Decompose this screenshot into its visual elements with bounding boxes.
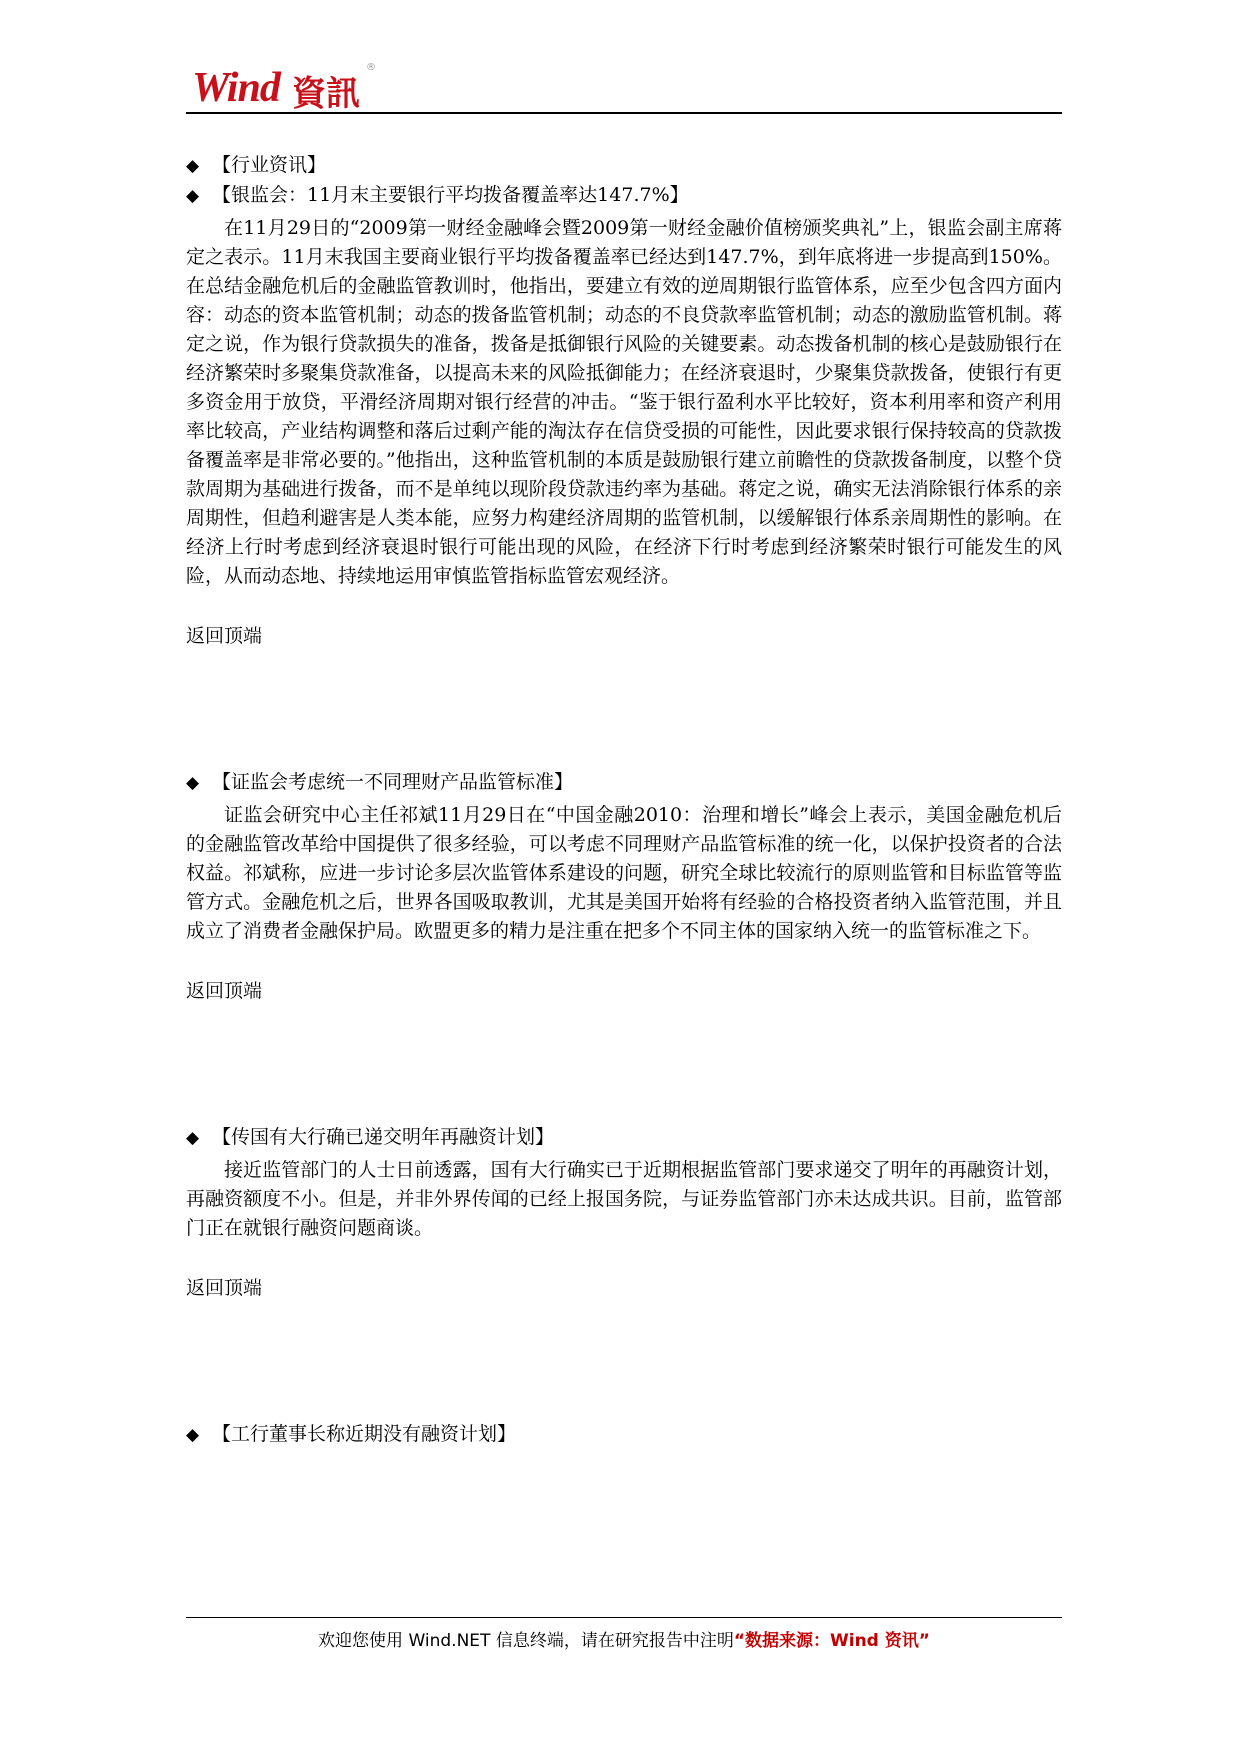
registered-mark: ® xyxy=(366,62,376,73)
diamond-bullet-icon: ◆ xyxy=(186,1128,200,1148)
back-to-top-link[interactable]: 返回顶端 xyxy=(186,980,263,1002)
heading-text: 【银监会：11月末主要银行平均拨备覆盖率达147.7%】 xyxy=(212,184,689,206)
page-footer xyxy=(186,1617,1062,1651)
article-body: 接近监管部门的人士日前透露，国有大行确实已于近期根据监管部门要求递交了明年的再融资计划，再融资额度不小。但是，并非外界传闻的已经上报国务院，与证券监管部门亦未达成共识。目前，监管部门正在就银行融资问题商谈。 xyxy=(186,1159,1062,1239)
footer-text: 欢迎您使用 Wind.NET 信息终端，请在研究报告中注明 xyxy=(318,1631,734,1651)
diamond-bullet-icon: ◆ xyxy=(186,186,200,206)
article-heading xyxy=(186,1122,1062,1152)
back-to-top-link[interactable]: 返回顶端 xyxy=(186,1277,263,1299)
section-heading-industry-news xyxy=(186,150,1062,180)
data-source-notice: “数据来源：Wind 资讯” xyxy=(733,1631,930,1651)
article-body: 证监会研究中心主任祁斌11月29日在“中国金融2010：治理和增长”峰会上表示，美国金融危机后的金融监管改革给中国提供了很多经验，可以考虑不同理财产品监管标准的统一化，以保护投资者的合法权益。祁斌称，应进一步讨论多层次监管体系建设的问题，研究全球比较流行的原则监管和目标监管等监管方式。金融危机之后，世界各国吸取教训，尤其是美国开始将有经验的合格投资者纳入监管范围，并且成立了消费者金融保护局。欧盟更多的精力是注重在把多个不同主体的国家纳入统一的监管标准之下。 xyxy=(186,804,1062,942)
heading-text: 【传国有大行确已递交明年再融资计划】 xyxy=(212,1126,555,1148)
header-divider xyxy=(186,112,1062,114)
footer-divider xyxy=(186,1617,1062,1618)
document-body xyxy=(186,150,1062,1449)
diamond-bullet-icon: ◆ xyxy=(186,1425,200,1445)
article-heading xyxy=(186,767,1062,797)
wind-logo-text: Wind xyxy=(192,65,280,111)
heading-text: 【工行董事长称近期没有融资计划】 xyxy=(212,1423,517,1445)
back-to-top-link[interactable]: 返回顶端 xyxy=(186,625,263,647)
article-heading xyxy=(186,1419,1062,1449)
wind-logo-chinese: 資訊 xyxy=(292,74,360,114)
heading-text: 【行业资讯】 xyxy=(212,154,327,176)
footer-note xyxy=(186,1626,1062,1651)
heading-text: 【证监会考虑统一不同理财产品监管标准】 xyxy=(212,771,574,793)
diamond-bullet-icon: ◆ xyxy=(186,156,200,176)
page-header xyxy=(186,58,1062,116)
article-heading xyxy=(186,180,1062,210)
article-body: 在11月29日的“2009第一财经金融峰会暨2009第一财经金融价值榜颁奖典礼”上，银监会副主席蒋定之表示。11月末我国主要商业银行平均拨备覆盖率已经达到147.7%，到年底将进一步提高到150%。在总结金融危机后的金融监管教训时，他指出，要建立有效的逆周期银行监管体系，应至少包含四方面内容：动态的资本监管机制；动态的拨备监管机制；动态的不良贷款率监管机制；动态的激励监管机制。蒋定之说，作为银行贷款损失的准备，拨备是抵御银行风险的关键要素。动态拨备机制的核心是鼓励银行在经济繁荣时多聚集贷款准备，以提高未来的风险抵御能力；在经济衰退时，少聚集贷款拨备，使银行有更多资金用于放贷，平滑经济周期对银行经营的冲击。“鉴于银行盈利水平比较好，资本利用率和资产利用率比较高，产业结构调整和落后过剩产能的淘汰存在信贷受损的可能性，因此要求银行保持较高的贷款拨备覆盖率是非常必要的。”他指出，这种监管机制的本质是鼓励银行建立前瞻性的贷款拨备制度，以整个贷款周期为基础进行拨备，而不是单纯以现阶段贷款违约率为基础。蒋定之说，确实无法消除银行体系的亲周期性，但趋利避害是人类本能，应努力构建经济周期的监管机制，以缓解银行体系亲周期性的影响。在经济上行时考虑到经济衰退时银行可能出现的风险，在经济下行时考虑到经济繁荣时银行可能发生的风险，从而动态地、持续地运用审慎监管指标监管宏观经济。 xyxy=(186,217,1062,587)
diamond-bullet-icon: ◆ xyxy=(186,773,200,793)
